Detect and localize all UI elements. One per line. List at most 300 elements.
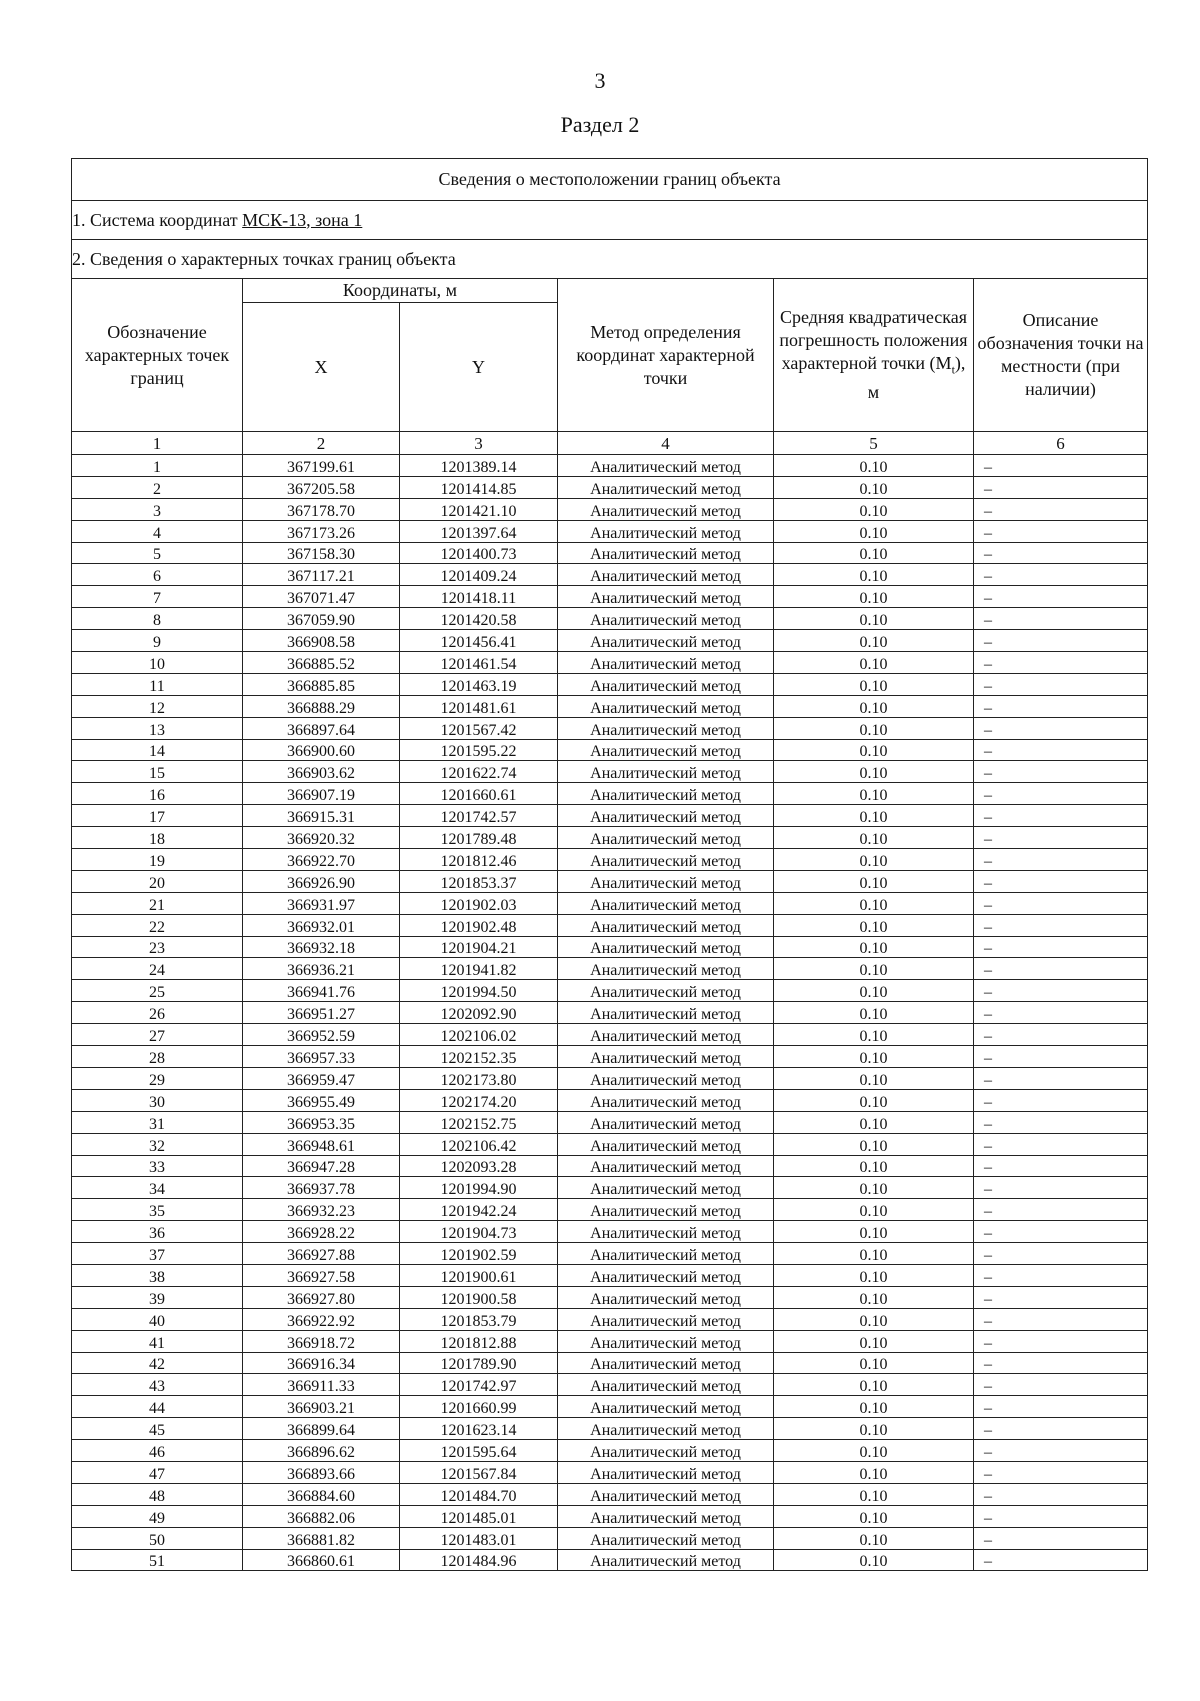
description-cell: – <box>974 673 1148 695</box>
description-cell: – <box>974 1418 1148 1440</box>
description-cell: – <box>974 892 1148 914</box>
error-cell: 0.10 <box>774 586 974 608</box>
error-cell: 0.10 <box>774 1396 974 1418</box>
error-cell: 0.10 <box>774 1264 974 1286</box>
method-cell: Аналитический метод <box>558 761 774 783</box>
description-cell: – <box>974 1155 1148 1177</box>
description-cell: – <box>974 761 1148 783</box>
error-cell: 0.10 <box>774 717 974 739</box>
error-cell: 0.10 <box>774 1352 974 1374</box>
point-id-cell: 25 <box>72 980 243 1002</box>
description-cell: – <box>974 1308 1148 1330</box>
point-id-cell: 37 <box>72 1243 243 1265</box>
error-cell: 0.10 <box>774 936 974 958</box>
column-number: 6 <box>974 432 1148 455</box>
y-coordinate-cell: 1201902.59 <box>400 1243 558 1265</box>
boundary-table <box>71 158 1148 1571</box>
error-cell: 0.10 <box>774 455 974 477</box>
error-cell: 0.10 <box>774 630 974 652</box>
x-coordinate-cell: 366896.62 <box>243 1440 400 1462</box>
method-cell: Аналитический метод <box>558 1374 774 1396</box>
description-cell: – <box>974 1286 1148 1308</box>
header-coordinates: Координаты, м <box>243 279 558 303</box>
method-cell: Аналитический метод <box>558 673 774 695</box>
error-cell: 0.10 <box>774 958 974 980</box>
error-cell: 0.10 <box>774 1177 974 1199</box>
method-cell: Аналитический метод <box>558 520 774 542</box>
error-cell: 0.10 <box>774 652 974 674</box>
error-cell: 0.10 <box>774 498 974 520</box>
table-row <box>72 1155 1148 1177</box>
method-cell: Аналитический метод <box>558 827 774 849</box>
coord-system-label: 1. Система координат <box>72 209 243 230</box>
method-cell: Аналитический метод <box>558 1155 774 1177</box>
method-cell: Аналитический метод <box>558 608 774 630</box>
table-row <box>72 1111 1148 1133</box>
point-id-cell: 51 <box>72 1549 243 1571</box>
table-row <box>72 1461 1148 1483</box>
error-cell: 0.10 <box>774 783 974 805</box>
table-row <box>72 1527 1148 1549</box>
table-row <box>72 1046 1148 1068</box>
column-number: 3 <box>400 432 558 455</box>
table-row <box>72 1089 1148 1111</box>
x-coordinate-cell: 366951.27 <box>243 1002 400 1024</box>
error-cell: 0.10 <box>774 1549 974 1571</box>
point-id-cell: 12 <box>72 695 243 717</box>
y-coordinate-cell: 1201567.42 <box>400 717 558 739</box>
error-cell: 0.10 <box>774 673 974 695</box>
description-cell: – <box>974 783 1148 805</box>
method-cell: Аналитический метод <box>558 1330 774 1352</box>
y-coordinate-cell: 1201900.61 <box>400 1264 558 1286</box>
y-coordinate-cell: 1201595.22 <box>400 739 558 761</box>
y-coordinate-cell: 1202173.80 <box>400 1067 558 1089</box>
table-row <box>72 1177 1148 1199</box>
table-row <box>72 586 1148 608</box>
y-coordinate-cell: 1201461.54 <box>400 652 558 674</box>
method-cell: Аналитический метод <box>558 1549 774 1571</box>
method-cell: Аналитический метод <box>558 958 774 980</box>
header-method: Метод определения координат характерной точки <box>558 279 774 432</box>
method-cell: Аналитический метод <box>558 1396 774 1418</box>
y-coordinate-cell: 1201622.74 <box>400 761 558 783</box>
method-cell: Аналитический метод <box>558 1089 774 1111</box>
table-row <box>72 1221 1148 1243</box>
point-id-cell: 36 <box>72 1221 243 1243</box>
method-cell: Аналитический метод <box>558 564 774 586</box>
y-coordinate-cell: 1201742.57 <box>400 805 558 827</box>
x-coordinate-cell: 366915.31 <box>243 805 400 827</box>
error-cell: 0.10 <box>774 1221 974 1243</box>
y-coordinate-cell: 1201900.58 <box>400 1286 558 1308</box>
point-id-cell: 32 <box>72 1133 243 1155</box>
error-cell: 0.10 <box>774 564 974 586</box>
y-coordinate-cell: 1201853.79 <box>400 1308 558 1330</box>
point-id-cell: 5 <box>72 542 243 564</box>
y-coordinate-cell: 1202106.02 <box>400 1024 558 1046</box>
x-coordinate-cell: 366937.78 <box>243 1177 400 1199</box>
y-coordinate-cell: 1201853.37 <box>400 870 558 892</box>
x-coordinate-cell: 366900.60 <box>243 739 400 761</box>
x-coordinate-cell: 367158.30 <box>243 542 400 564</box>
x-coordinate-cell: 366920.32 <box>243 827 400 849</box>
y-coordinate-cell: 1201904.21 <box>400 936 558 958</box>
description-cell: – <box>974 980 1148 1002</box>
method-cell: Аналитический метод <box>558 1002 774 1024</box>
description-cell: – <box>974 1461 1148 1483</box>
table-row <box>72 936 1148 958</box>
point-id-cell: 16 <box>72 783 243 805</box>
description-cell: – <box>974 1483 1148 1505</box>
error-cell: 0.10 <box>774 1133 974 1155</box>
description-cell: – <box>974 1111 1148 1133</box>
y-coordinate-cell: 1201789.48 <box>400 827 558 849</box>
table-title: Сведения о местоположении границ объекта <box>72 159 1148 201</box>
table-row <box>72 564 1148 586</box>
y-coordinate-cell: 1201941.82 <box>400 958 558 980</box>
y-coordinate-cell: 1201400.73 <box>400 542 558 564</box>
error-cell: 0.10 <box>774 1155 974 1177</box>
x-coordinate-cell: 366860.61 <box>243 1549 400 1571</box>
method-cell: Аналитический метод <box>558 1067 774 1089</box>
description-cell: – <box>974 1549 1148 1571</box>
header-error: Средняя квадратическая погрешность положения характерной точки $(M_t)$, м <box>774 279 974 432</box>
point-id-cell: 6 <box>72 564 243 586</box>
description-cell: – <box>974 1133 1148 1155</box>
y-coordinate-cell: 1202152.75 <box>400 1111 558 1133</box>
table-row <box>72 695 1148 717</box>
table-row <box>72 1396 1148 1418</box>
table-row <box>72 1286 1148 1308</box>
error-cell: 0.10 <box>774 520 974 542</box>
y-coordinate-cell: 1201942.24 <box>400 1199 558 1221</box>
method-cell: Аналитический метод <box>558 1046 774 1068</box>
x-coordinate-cell: 366922.70 <box>243 849 400 871</box>
point-id-cell: 40 <box>72 1308 243 1330</box>
y-coordinate-cell: 1201742.97 <box>400 1374 558 1396</box>
y-coordinate-cell: 1201421.10 <box>400 498 558 520</box>
x-coordinate-cell: 366953.35 <box>243 1111 400 1133</box>
points-heading: 2. Сведения о характерных точках границ объекта <box>72 240 1148 279</box>
table-row <box>72 827 1148 849</box>
header-x: X <box>243 303 400 432</box>
table-row <box>72 914 1148 936</box>
point-id-cell: 43 <box>72 1374 243 1396</box>
x-coordinate-cell: 366952.59 <box>243 1024 400 1046</box>
point-id-cell: 44 <box>72 1396 243 1418</box>
error-cell: 0.10 <box>774 1440 974 1462</box>
method-cell: Аналитический метод <box>558 1286 774 1308</box>
description-cell: – <box>974 1527 1148 1549</box>
error-cell: 0.10 <box>774 1483 974 1505</box>
method-cell: Аналитический метод <box>558 870 774 892</box>
y-coordinate-cell: 1201904.73 <box>400 1221 558 1243</box>
method-cell: Аналитический метод <box>558 476 774 498</box>
x-coordinate-cell: 366918.72 <box>243 1330 400 1352</box>
error-cell: 0.10 <box>774 849 974 871</box>
x-coordinate-cell: 366955.49 <box>243 1089 400 1111</box>
x-coordinate-cell: 366888.29 <box>243 695 400 717</box>
error-cell: 0.10 <box>774 1330 974 1352</box>
y-coordinate-cell: 1202152.35 <box>400 1046 558 1068</box>
description-cell: – <box>974 1024 1148 1046</box>
table-row <box>72 476 1148 498</box>
point-id-cell: 3 <box>72 498 243 520</box>
point-id-cell: 24 <box>72 958 243 980</box>
method-cell: Аналитический метод <box>558 455 774 477</box>
x-coordinate-cell: 366893.66 <box>243 1461 400 1483</box>
y-coordinate-cell: 1201483.01 <box>400 1527 558 1549</box>
y-coordinate-cell: 1201567.84 <box>400 1461 558 1483</box>
table-row <box>72 805 1148 827</box>
table-row <box>72 980 1148 1002</box>
error-cell: 0.10 <box>774 1089 974 1111</box>
method-cell: Аналитический метод <box>558 1461 774 1483</box>
coord-system-row <box>72 201 1148 240</box>
description-cell: – <box>974 695 1148 717</box>
y-coordinate-cell: 1201463.19 <box>400 673 558 695</box>
section-title: Раздел 2 <box>560 112 640 137</box>
method-cell: Аналитический метод <box>558 805 774 827</box>
table-row <box>72 630 1148 652</box>
table-row <box>72 849 1148 871</box>
point-id-cell: 39 <box>72 1286 243 1308</box>
description-cell: – <box>974 1330 1148 1352</box>
table-row <box>72 498 1148 520</box>
x-coordinate-cell: 366922.92 <box>243 1308 400 1330</box>
x-coordinate-cell: 366903.62 <box>243 761 400 783</box>
description-cell: – <box>974 914 1148 936</box>
page-number: 3 <box>594 68 606 93</box>
y-coordinate-cell: 1201660.99 <box>400 1396 558 1418</box>
error-cell: 0.10 <box>774 1461 974 1483</box>
x-coordinate-cell: 366936.21 <box>243 958 400 980</box>
table-row <box>72 1024 1148 1046</box>
x-coordinate-cell: 366911.33 <box>243 1374 400 1396</box>
method-cell: Аналитический метод <box>558 1418 774 1440</box>
point-id-cell: 27 <box>72 1024 243 1046</box>
method-cell: Аналитический метод <box>558 892 774 914</box>
method-cell: Аналитический метод <box>558 652 774 674</box>
description-cell: – <box>974 564 1148 586</box>
error-cell: 0.10 <box>774 695 974 717</box>
point-id-cell: 4 <box>72 520 243 542</box>
error-cell: 0.10 <box>774 1067 974 1089</box>
method-cell: Аналитический метод <box>558 1133 774 1155</box>
y-coordinate-cell: 1202093.28 <box>400 1155 558 1177</box>
x-coordinate-cell: 366932.01 <box>243 914 400 936</box>
x-coordinate-cell: 367059.90 <box>243 608 400 630</box>
error-cell: 0.10 <box>774 608 974 630</box>
table-row <box>72 608 1148 630</box>
description-cell: – <box>974 1089 1148 1111</box>
description-cell: – <box>974 1177 1148 1199</box>
error-cell: 0.10 <box>774 914 974 936</box>
x-coordinate-cell: 366931.97 <box>243 892 400 914</box>
coord-system-value: МСК-13, зона 1 <box>242 209 363 230</box>
point-id-cell: 10 <box>72 652 243 674</box>
error-cell: 0.10 <box>774 1002 974 1024</box>
table-row <box>72 761 1148 783</box>
y-coordinate-cell: 1202092.90 <box>400 1002 558 1024</box>
error-cell: 0.10 <box>774 1111 974 1133</box>
header-designation: Обозначение характерных точек границ <box>72 279 243 432</box>
x-coordinate-cell: 366908.58 <box>243 630 400 652</box>
method-cell: Аналитический метод <box>558 914 774 936</box>
error-cell: 0.10 <box>774 1024 974 1046</box>
error-cell: 0.10 <box>774 1046 974 1068</box>
method-cell: Аналитический метод <box>558 1308 774 1330</box>
x-coordinate-cell: 366932.18 <box>243 936 400 958</box>
point-id-cell: 48 <box>72 1483 243 1505</box>
y-coordinate-cell: 1201484.96 <box>400 1549 558 1571</box>
y-coordinate-cell: 1201420.58 <box>400 608 558 630</box>
point-id-cell: 49 <box>72 1505 243 1527</box>
table-row <box>72 1002 1148 1024</box>
point-id-cell: 29 <box>72 1067 243 1089</box>
description-cell: – <box>974 827 1148 849</box>
table-row <box>72 958 1148 980</box>
point-id-cell: 42 <box>72 1352 243 1374</box>
description-cell: – <box>974 1199 1148 1221</box>
y-coordinate-cell: 1201409.24 <box>400 564 558 586</box>
x-coordinate-cell: 367071.47 <box>243 586 400 608</box>
method-cell: Аналитический метод <box>558 1024 774 1046</box>
description-cell: – <box>974 1352 1148 1374</box>
description-cell: – <box>974 520 1148 542</box>
table-row <box>72 1483 1148 1505</box>
error-cell: 0.10 <box>774 476 974 498</box>
table-row <box>72 1549 1148 1571</box>
error-cell: 0.10 <box>774 761 974 783</box>
description-cell: – <box>974 1396 1148 1418</box>
point-id-cell: 47 <box>72 1461 243 1483</box>
error-cell: 0.10 <box>774 1199 974 1221</box>
x-coordinate-cell: 367205.58 <box>243 476 400 498</box>
point-id-cell: 9 <box>72 630 243 652</box>
point-id-cell: 13 <box>72 717 243 739</box>
method-cell: Аналитический метод <box>558 1505 774 1527</box>
point-id-cell: 20 <box>72 870 243 892</box>
method-cell: Аналитический метод <box>558 936 774 958</box>
description-cell: – <box>974 717 1148 739</box>
y-coordinate-cell: 1201812.46 <box>400 849 558 871</box>
description-cell: – <box>974 542 1148 564</box>
error-cell: 0.10 <box>774 1286 974 1308</box>
point-id-cell: 17 <box>72 805 243 827</box>
point-id-cell: 46 <box>72 1440 243 1462</box>
error-cell: 0.10 <box>774 1308 974 1330</box>
point-id-cell: 38 <box>72 1264 243 1286</box>
description-cell: – <box>974 1221 1148 1243</box>
point-id-cell: 45 <box>72 1418 243 1440</box>
table-row <box>72 1440 1148 1462</box>
x-coordinate-cell: 366899.64 <box>243 1418 400 1440</box>
description-cell: – <box>974 586 1148 608</box>
y-coordinate-cell: 1201902.03 <box>400 892 558 914</box>
table-row <box>72 1243 1148 1265</box>
point-id-cell: 1 <box>72 455 243 477</box>
method-cell: Аналитический метод <box>558 1111 774 1133</box>
point-id-cell: 41 <box>72 1330 243 1352</box>
x-coordinate-cell: 367199.61 <box>243 455 400 477</box>
description-cell: – <box>974 739 1148 761</box>
table-row <box>72 1199 1148 1221</box>
error-cell: 0.10 <box>774 805 974 827</box>
error-cell: 0.10 <box>774 542 974 564</box>
x-coordinate-cell: 366881.82 <box>243 1527 400 1549</box>
x-coordinate-cell: 366882.06 <box>243 1505 400 1527</box>
table-row <box>72 673 1148 695</box>
x-coordinate-cell: 366948.61 <box>243 1133 400 1155</box>
description-cell: – <box>974 1046 1148 1068</box>
x-coordinate-cell: 366947.28 <box>243 1155 400 1177</box>
method-cell: Аналитический метод <box>558 695 774 717</box>
description-cell: – <box>974 1374 1148 1396</box>
point-id-cell: 50 <box>72 1527 243 1549</box>
description-cell: – <box>974 455 1148 477</box>
x-coordinate-cell: 366928.22 <box>243 1221 400 1243</box>
table-row <box>72 520 1148 542</box>
y-coordinate-cell: 1202174.20 <box>400 1089 558 1111</box>
x-coordinate-cell: 367178.70 <box>243 498 400 520</box>
method-cell: Аналитический метод <box>558 542 774 564</box>
table-row <box>72 1308 1148 1330</box>
error-cell: 0.10 <box>774 1505 974 1527</box>
y-coordinate-cell: 1201414.85 <box>400 476 558 498</box>
table-row <box>72 652 1148 674</box>
table-row <box>72 1418 1148 1440</box>
description-cell: – <box>974 652 1148 674</box>
x-coordinate-cell: 366941.76 <box>243 980 400 1002</box>
point-id-cell: 8 <box>72 608 243 630</box>
table-row <box>72 783 1148 805</box>
point-id-cell: 18 <box>72 827 243 849</box>
method-cell: Аналитический метод <box>558 1527 774 1549</box>
table-row <box>72 892 1148 914</box>
x-coordinate-cell: 366907.19 <box>243 783 400 805</box>
point-id-cell: 21 <box>72 892 243 914</box>
point-id-cell: 2 <box>72 476 243 498</box>
point-id-cell: 28 <box>72 1046 243 1068</box>
table-row <box>72 1264 1148 1286</box>
point-id-cell: 19 <box>72 849 243 871</box>
error-cell: 0.10 <box>774 739 974 761</box>
point-id-cell: 34 <box>72 1177 243 1199</box>
error-cell: 0.10 <box>774 1418 974 1440</box>
point-id-cell: 11 <box>72 673 243 695</box>
y-coordinate-cell: 1201902.48 <box>400 914 558 936</box>
column-number: 1 <box>72 432 243 455</box>
error-cell: 0.10 <box>774 827 974 849</box>
point-id-cell: 33 <box>72 1155 243 1177</box>
description-cell: – <box>974 608 1148 630</box>
x-coordinate-cell: 366885.52 <box>243 652 400 674</box>
error-cell: 0.10 <box>774 892 974 914</box>
y-coordinate-cell: 1201418.11 <box>400 586 558 608</box>
x-coordinate-cell: 366959.47 <box>243 1067 400 1089</box>
y-coordinate-cell: 1201389.14 <box>400 455 558 477</box>
column-number: 2 <box>243 432 400 455</box>
column-number: 4 <box>558 432 774 455</box>
error-cell: 0.10 <box>774 1374 974 1396</box>
table-row <box>72 542 1148 564</box>
point-id-cell: 31 <box>72 1111 243 1133</box>
table-row <box>72 739 1148 761</box>
method-cell: Аналитический метод <box>558 1440 774 1462</box>
method-cell: Аналитический метод <box>558 980 774 1002</box>
